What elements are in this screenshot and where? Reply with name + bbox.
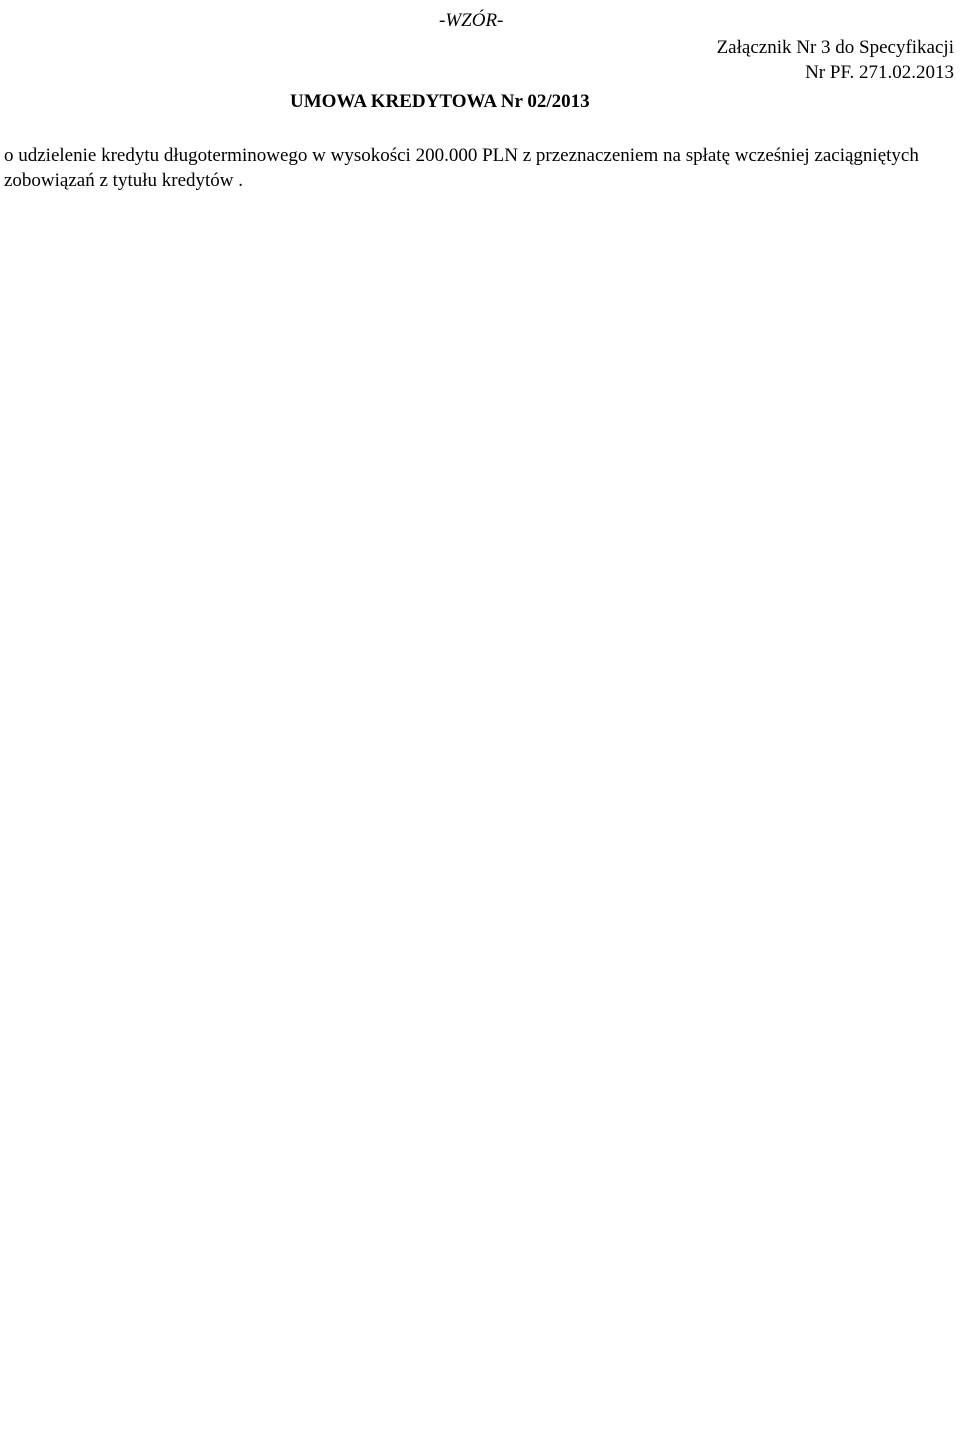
contract-title: UMOWA KREDYTOWA Nr 02/2013 bbox=[290, 91, 590, 112]
contract-subtitle: o udzielenie kredytu długoterminowego w wysokości 200.000 PLN z przeznaczeniem na spłatę wcześniej zaciągniętych zobowiązań z tytułu kredytów . bbox=[4, 145, 919, 191]
wzor-label: -WZÓR- bbox=[439, 10, 504, 31]
attachment-header: Załącznik Nr 3 do Specyfikacji Nr PF. 271.02.2013 bbox=[716, 37, 954, 83]
